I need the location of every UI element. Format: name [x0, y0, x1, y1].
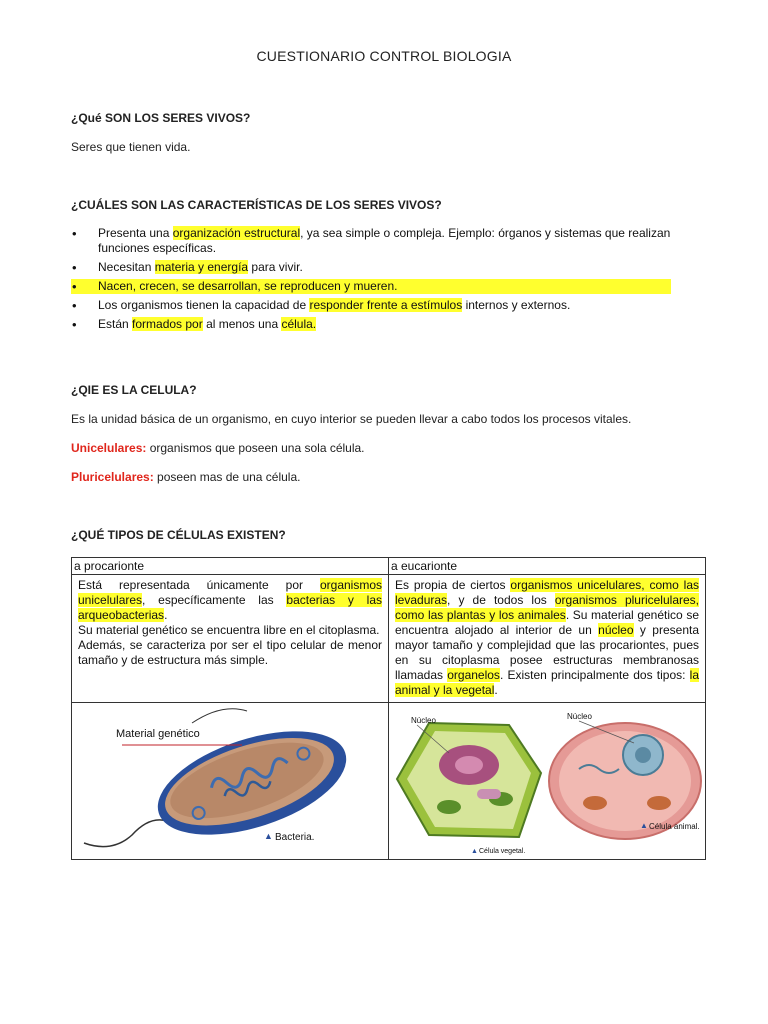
animal-caption: Célula animal.	[649, 822, 700, 831]
text: , y de todos los	[447, 593, 555, 607]
svg-text:▲: ▲	[264, 831, 273, 841]
pluricelulares-line	[71, 470, 300, 484]
table-row	[72, 575, 705, 702]
highlight: organización estructural	[172, 226, 301, 240]
plant-cell-icon	[397, 723, 541, 837]
text: internos y externos.	[462, 298, 571, 312]
list-item	[71, 260, 671, 275]
list-item	[71, 279, 671, 294]
text: .	[164, 608, 168, 622]
animal-nucleus-label: Núcleo	[567, 712, 592, 721]
text: y presenta mayor tamaño y complejidad que las procariontes, pues en su citoplasma posee estructuras membranosas llamadas	[395, 623, 699, 682]
bacteria-diagram	[72, 703, 388, 859]
text: Su material genético se encuentra libre en el citoplasma.	[78, 623, 380, 637]
definition: poseen mas de una célula.	[153, 470, 301, 484]
list-item	[71, 298, 671, 313]
highlight: núcleo	[598, 623, 634, 637]
table-header	[72, 558, 705, 575]
term-label: Unicelulares:	[71, 441, 147, 455]
text: , específicamente las	[142, 593, 287, 607]
highlight: organelos	[447, 668, 500, 682]
answer-1: Seres que tienen vida.	[71, 140, 191, 154]
text: .	[494, 683, 498, 697]
cell-types-table	[71, 557, 706, 860]
plant-caption: Célula vegetal.	[479, 848, 526, 855]
question-3: ¿QIE ES LA CELULA?	[71, 383, 197, 397]
question-1: ¿Qué SON LOS SERES VIVOS?	[71, 111, 251, 125]
list-item	[71, 226, 671, 256]
highlight: responder frente a estímulos	[309, 298, 463, 312]
text: Necesitan	[98, 260, 155, 274]
text: Los organismos tienen la capacidad de	[98, 298, 310, 312]
text: Está representada únicamente por	[78, 578, 320, 592]
text: Es propia de ciertos	[395, 578, 511, 592]
text: al menos una	[202, 317, 282, 331]
text: . Su material genético se encuentra alojado al interior de un	[395, 608, 699, 637]
plant-nucleus-label: Núcleo	[411, 716, 436, 725]
table-images-row	[72, 702, 705, 859]
material-genetico-label: Material genético	[116, 728, 200, 740]
definition: organismos que poseen una sola célula.	[146, 441, 365, 455]
text: , ya sea simple o compleja. Ejemplo: órganos y sistemas que realizan funciones específicas.	[98, 226, 671, 255]
plant-animal-cell-diagram	[389, 703, 705, 859]
question-2: ¿CUÁLES SON LAS CARACTERÍSTICAS DE LOS SERES VIVOS?	[71, 198, 442, 212]
highlight: formados por	[132, 317, 203, 331]
text: para vivir.	[248, 260, 303, 274]
eucarionte-description	[389, 575, 705, 702]
text: . Existen principalmente dos tipos:	[499, 668, 690, 682]
svg-text:▲: ▲	[640, 821, 648, 830]
highlight: bacterias y las arqueobacterias	[78, 593, 382, 622]
term-label: Pluricelulares:	[71, 470, 154, 484]
bacteria-caption: Bacteria.	[275, 832, 315, 843]
document-title: CUESTIONARIO CONTROL BIOLOGIA	[256, 48, 512, 64]
highlight: organismos unicelulares	[78, 578, 382, 607]
characteristics-list	[71, 226, 671, 336]
procarionte-description	[72, 575, 389, 702]
answer-3: Es la unidad básica de un organismo, en cuyo interior se pueden llevar a cabo todos los procesos vitales.	[71, 412, 632, 426]
highlight: célula.	[281, 317, 317, 331]
highlight: Nacen, crecen, se desarrollan, se reproducen y mueren.	[98, 279, 398, 293]
text: Están	[98, 317, 133, 331]
header-eucarionte: a eucarionte	[391, 559, 458, 573]
highlight: organismos pluricelulares, como las plantas y los animales	[395, 593, 699, 622]
bacteria-illustration	[72, 703, 389, 859]
text: Además, se caracteriza por ser el tipo celular de menor tamaño y de estructura más simple.	[78, 638, 382, 667]
unicelulares-line	[71, 441, 365, 455]
svg-text:▲: ▲	[471, 848, 478, 855]
text: Presenta una	[98, 226, 173, 240]
highlight: materia y energía	[154, 260, 249, 274]
highlight: la animal y la vegetal	[395, 668, 699, 697]
highlight: organismos unicelulares, como las levaduras	[395, 578, 699, 607]
eukaryote-illustration	[389, 703, 705, 859]
header-procarionte: a procarionte	[72, 558, 389, 574]
list-item	[71, 317, 671, 332]
question-4: ¿QUÉ TIPOS DE CÉLULAS EXISTEN?	[71, 528, 286, 542]
